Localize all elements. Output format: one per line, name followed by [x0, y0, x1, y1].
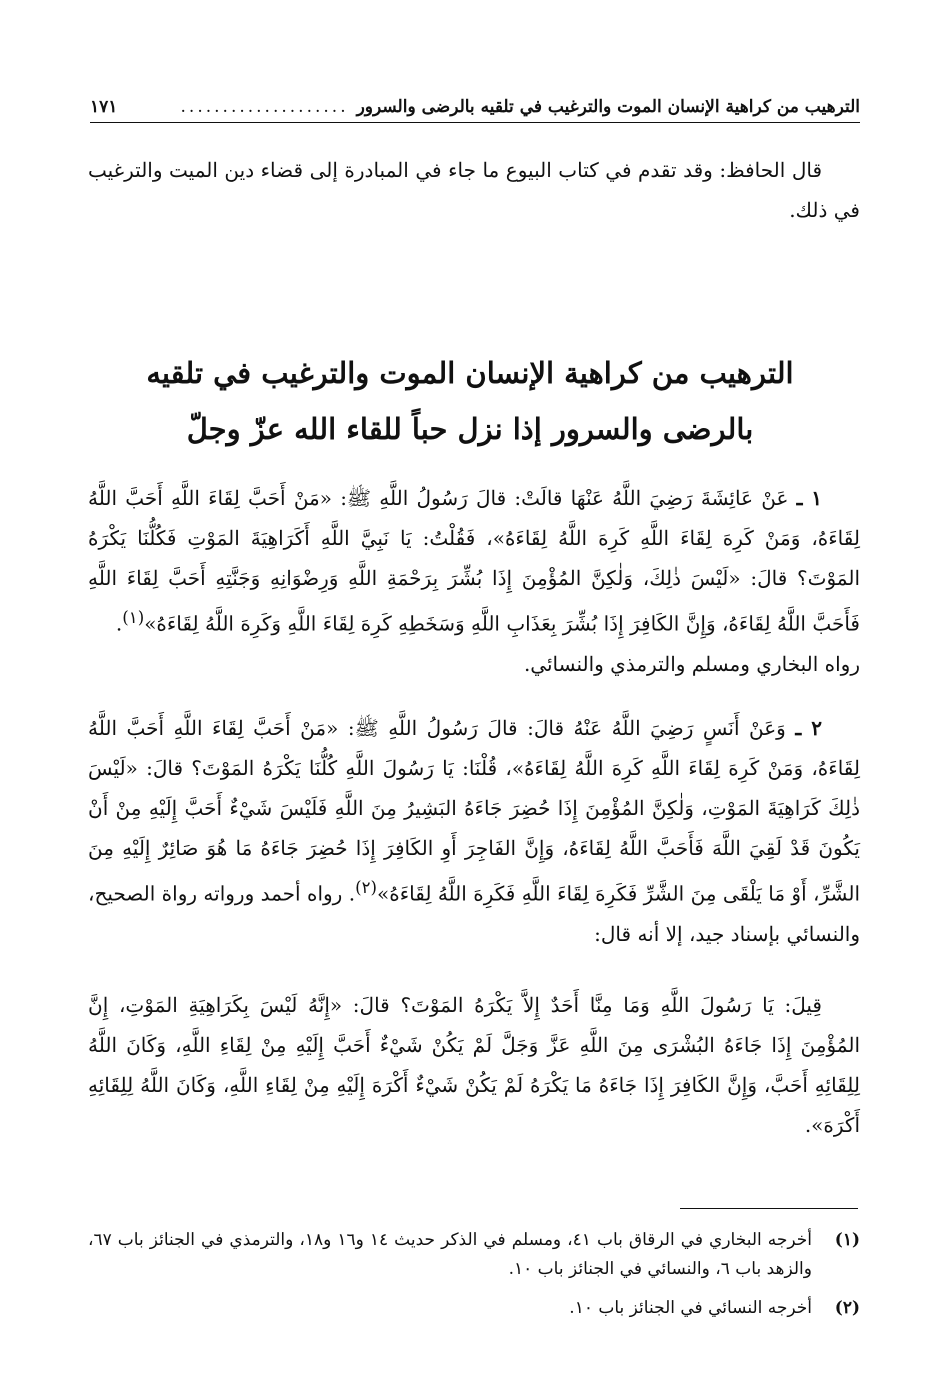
chapter-title-line-1: الترهيب من كراهية الإنسان الموت والترغيب في تلقيه	[146, 356, 794, 390]
running-header	[90, 92, 860, 123]
page-number: ١٧١	[90, 97, 118, 117]
chapter-title-line-2: بالرضى والسرور إذا نزل حباً للقاء الله عزّ وجلّ	[186, 412, 754, 446]
running-header-dots: ....................	[180, 97, 349, 117]
footnote-separator	[680, 1208, 858, 1209]
hadith-1-end: .	[115, 611, 123, 636]
footnote-1-text: أخرجه البخاري في الرقاق باب ٤١، ومسلم في الذكر حديث ١٤ و١٦ و١٨، والترمذي في الجنائز باب ٦٧، والزهد باب ٦، والنسائي في الجنائز باب ١٠.	[88, 1230, 812, 1279]
hadith-1-text: عَنْ عَائِشَةَ رَضِيَ اللَّهُ عَنْهَا قالَتْ: قالَ رَسُولُ اللَّهِ ﷺ: «مَنْ أَحَبَّ لِقَاءَ اللَّهِ أَحَبَّ اللَّهُ لِقَاءَهُ، وَمَنْ كَرِهَ لِقَاءَ اللَّهِ كَرِهَ اللَّهُ لِقَاءَهُ»، فَقُلْتُ: يَا نَبِيَّ اللَّهِ أَكَرَاهِيَةَ المَوْتِ فَكُلُّنَا يَكْرَهُ المَوْتَ؟ قالَ: «لَيْسَ ذٰلِكَ، وَلٰكِنَّ المُؤْمِنَ إِذَا بُشِّرَ بِرَحْمَةِ اللَّهِ وَرِضْوَانِهِ وَجَنَّتِهِ أَحَبَّ لِقَاءَ اللَّهِ فَأَحَبَّ اللَّهُ لِقَاءَهُ، وَإِنَّ الكَافِرَ إِذَا بُشِّرَ بِعَذَابِ اللَّهِ وَسَخَطِهِ كَرِهَ لِقَاءَ اللَّهِ وَكَرِهَ اللَّهُ لِقَاءَهُ»	[88, 486, 860, 636]
continuation-text: قِيلَ: يَا رَسُولَ اللَّهِ وَمَا مِنَّا أَحَدٌ إِلاَّ يَكْرَهُ المَوْتَ؟ قالَ: «إِنَّهُ لَيْسَ بِكَرَاهِيَةِ المَوْتِ، إِنَّ المُؤْمِنَ إِذَا جَاءَهُ البُشْرَى مِنَ اللَّهِ عَزَّ وَجَلَّ لَمْ يَكُنْ شَيْءٌ أَحَبَّ إِلَيْهِ مِنْ لِقَاءِ اللَّهِ، وَكَانَ اللَّهُ لِلِقَائِهِ أَحَبَّ، وَإِنَّ الكَافِرَ إِذَا جَاءَهُ مَا يَكْرَهُ لَمْ يَكُنْ شَيْءٌ أَكْرَهَ إِلَيْهِ مِنْ لِقَاءِ اللَّهِ، وَكَانَ اللَّهُ لِلِقَائِهِ أَكْرَهَ».	[88, 993, 860, 1137]
hadith-2-number: ٢ ـ	[795, 716, 823, 740]
footnote-2	[88, 1294, 860, 1323]
chapter-title	[120, 345, 820, 457]
hadith-2-footnote-ref: (٢)	[355, 878, 378, 897]
intro-label: قال الحافظ:	[719, 158, 823, 182]
hadith-1-number: ١ ـ	[796, 486, 823, 510]
footnote-2-text: أخرجه النسائي في الجنائز باب ١٠.	[569, 1298, 812, 1318]
intro-paragraph	[88, 150, 860, 230]
footnote-2-number: (٢)	[834, 1298, 860, 1318]
hadith-2-source: . رواه أحمد ورواته رواة الصحيح، والنسائي بإسناد جيد، إلا أنه قال:	[88, 881, 860, 946]
hadith-1	[88, 478, 860, 684]
hadith-1-source: رواه البخاري ومسلم والترمذي والنسائي.	[523, 651, 860, 676]
footnote-1	[88, 1226, 860, 1284]
hadith-1-footnote-ref: (١)	[122, 608, 145, 627]
running-header-title: الترهيب من كراهية الإنسان الموت والترغيب في تلقيه بالرضى والسرور	[356, 97, 860, 117]
continuation-paragraph	[88, 985, 860, 1145]
hadith-2-text: وَعَنْ أَنَسٍ رَضِيَ اللَّهُ عَنْهُ قالَ: قالَ رَسُولُ اللَّهِ ﷺ: «مَنْ أَحَبَّ لِقَاءَ اللَّهِ أَحَبَّ اللَّهُ لِقَاءَهُ، وَمَنْ كَرِهَ لِقَاءَ اللَّهِ كَرِهَ اللَّهُ لِقَاءَهُ»، قُلْنَا: يَا رَسُولَ اللَّهِ كُلُّنَا يَكْرَهُ المَوْتَ؟ قالَ: «لَيْسَ ذٰلِكَ كَرَاهِيَةَ المَوْتِ، وَلٰكِنَّ المُؤْمِنَ إِذَا حُضِرَ جَاءَهُ البَشِيرُ مِنَ اللَّهِ فَلَيْسَ شَيْءٌ أَحَبَّ إِلَيْهِ مِنْ أَنْ يَكُونَ قَدْ لَقِيَ اللَّهَ فَأَحَبَّ اللَّهُ لِقَاءَهُ، وَإِنَّ الفَاجِرَ أَوِ الكَافِرَ إِذَا حُضِرَ جَاءَهُ مَا هُوَ صَائِرٌ إِلَيْهِ مِنَ الشَّرِّ، أَوْ مَا يَلْقَى مِنَ الشَّرِّ فَكَرِهَ لِقَاءَ اللَّهِ فَكَرِهَ اللَّهُ لِقَاءَهُ»	[88, 716, 861, 906]
hadith-2	[88, 708, 860, 954]
intro-text: وقد تقدم في كتاب البيوع ما جاء في المبادرة إلى قضاء دين الميت والترغيب في ذلك.	[88, 158, 860, 222]
footnote-1-number: (١)	[834, 1230, 860, 1250]
